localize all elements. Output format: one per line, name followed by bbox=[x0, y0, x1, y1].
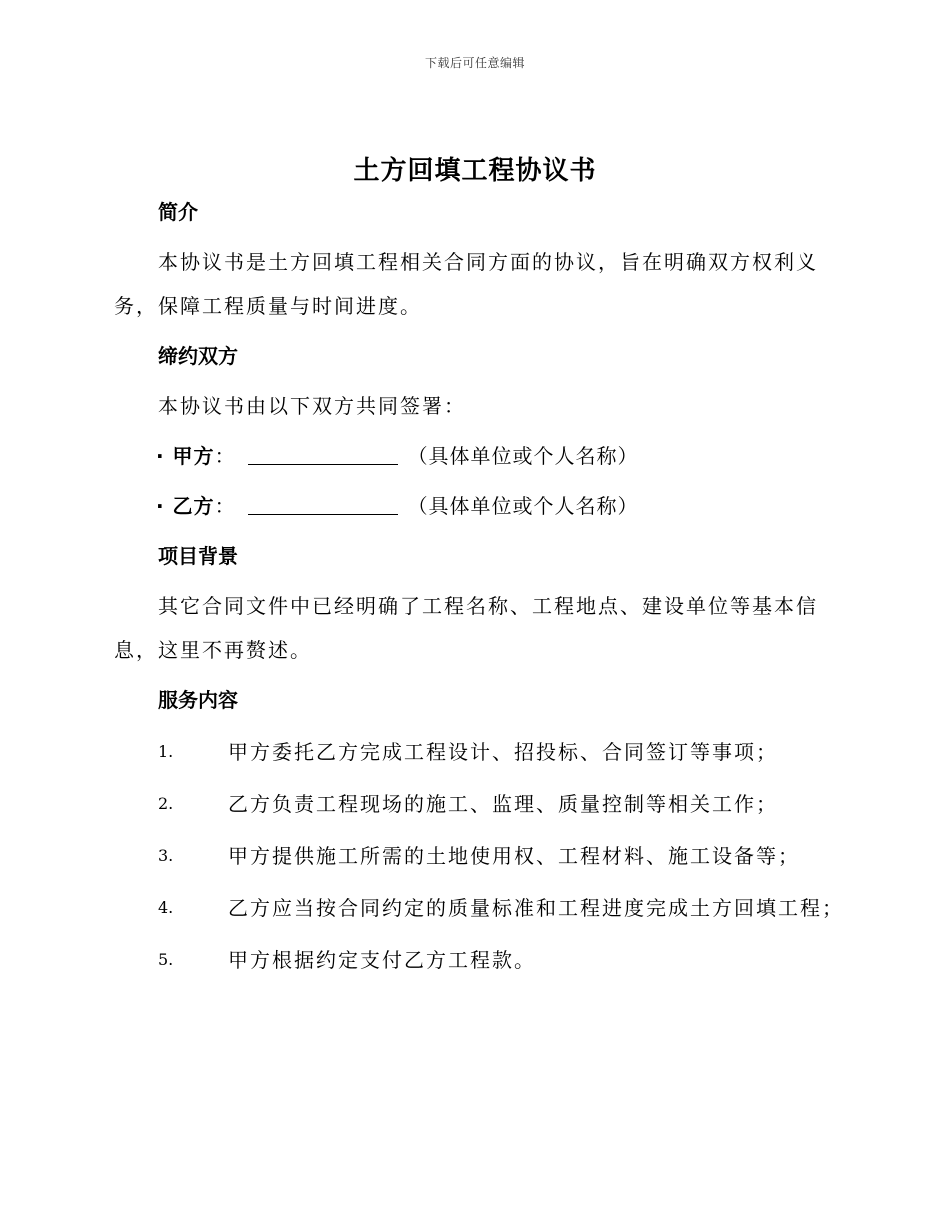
list-item-number: 4. bbox=[158, 898, 174, 917]
list-item-number: 1. bbox=[158, 742, 174, 761]
section-heading-services: 服务内容 bbox=[158, 688, 238, 712]
list-item bbox=[114, 886, 844, 930]
document-body bbox=[114, 190, 844, 990]
list-item-number: 3. bbox=[158, 846, 174, 865]
list-item bbox=[114, 938, 834, 982]
list-item bbox=[114, 782, 834, 826]
list-item-text: 甲方提供施工所需的土地使用权、工程材料、施工设备等； bbox=[228, 844, 800, 868]
party-a-note: （具体单位或个人名称） bbox=[407, 444, 639, 468]
list-item-number: 5. bbox=[158, 950, 174, 969]
section-heading-intro: 简介 bbox=[158, 200, 198, 224]
parties-paragraph: 本协议书由以下双方共同签署： bbox=[158, 394, 466, 418]
list-item bbox=[114, 730, 834, 774]
party-a-colon: ： bbox=[214, 444, 236, 468]
section-heading-background: 项目背景 bbox=[158, 544, 238, 568]
party-b-line bbox=[114, 484, 834, 528]
list-item-text: 甲方根据约定支付乙方工程款。 bbox=[228, 948, 536, 972]
list-item-text: 乙方负责工程现场的施工、监理、质量控制等相关工作； bbox=[228, 792, 778, 816]
party-a-line bbox=[114, 434, 834, 478]
party-b-label: · 乙方 bbox=[156, 494, 215, 518]
party-b-note: （具体单位或个人名称） bbox=[407, 494, 639, 518]
section-heading-parties: 缔约双方 bbox=[158, 344, 238, 368]
services-list bbox=[114, 730, 844, 982]
intro-paragraph: 本协议书是土方回填工程相关合同方面的协议，旨在明确双方权利义务，保障工程质量与时间进度。 bbox=[114, 250, 818, 318]
party-b-blank bbox=[248, 494, 398, 515]
list-item-number: 2. bbox=[158, 794, 174, 813]
list-item bbox=[114, 834, 834, 878]
party-a-label: · 甲方 bbox=[156, 444, 215, 468]
list-item-text: 甲方委托乙方完成工程设计、招投标、合同签订等事项； bbox=[228, 740, 778, 764]
list-item-text: 乙方应当按合同约定的质量标准和工程进度完成土方回填工程； bbox=[228, 896, 844, 920]
party-b-colon: ： bbox=[214, 494, 236, 518]
header-note: 下载后可任意编辑 bbox=[424, 56, 525, 70]
document-title: 土方回填工程协议书 bbox=[353, 156, 597, 186]
party-a-blank bbox=[248, 444, 398, 465]
background-paragraph: 其它合同文件中已经明确了工程名称、工程地点、建设单位等基本信息，这里不再赘述。 bbox=[114, 594, 818, 662]
